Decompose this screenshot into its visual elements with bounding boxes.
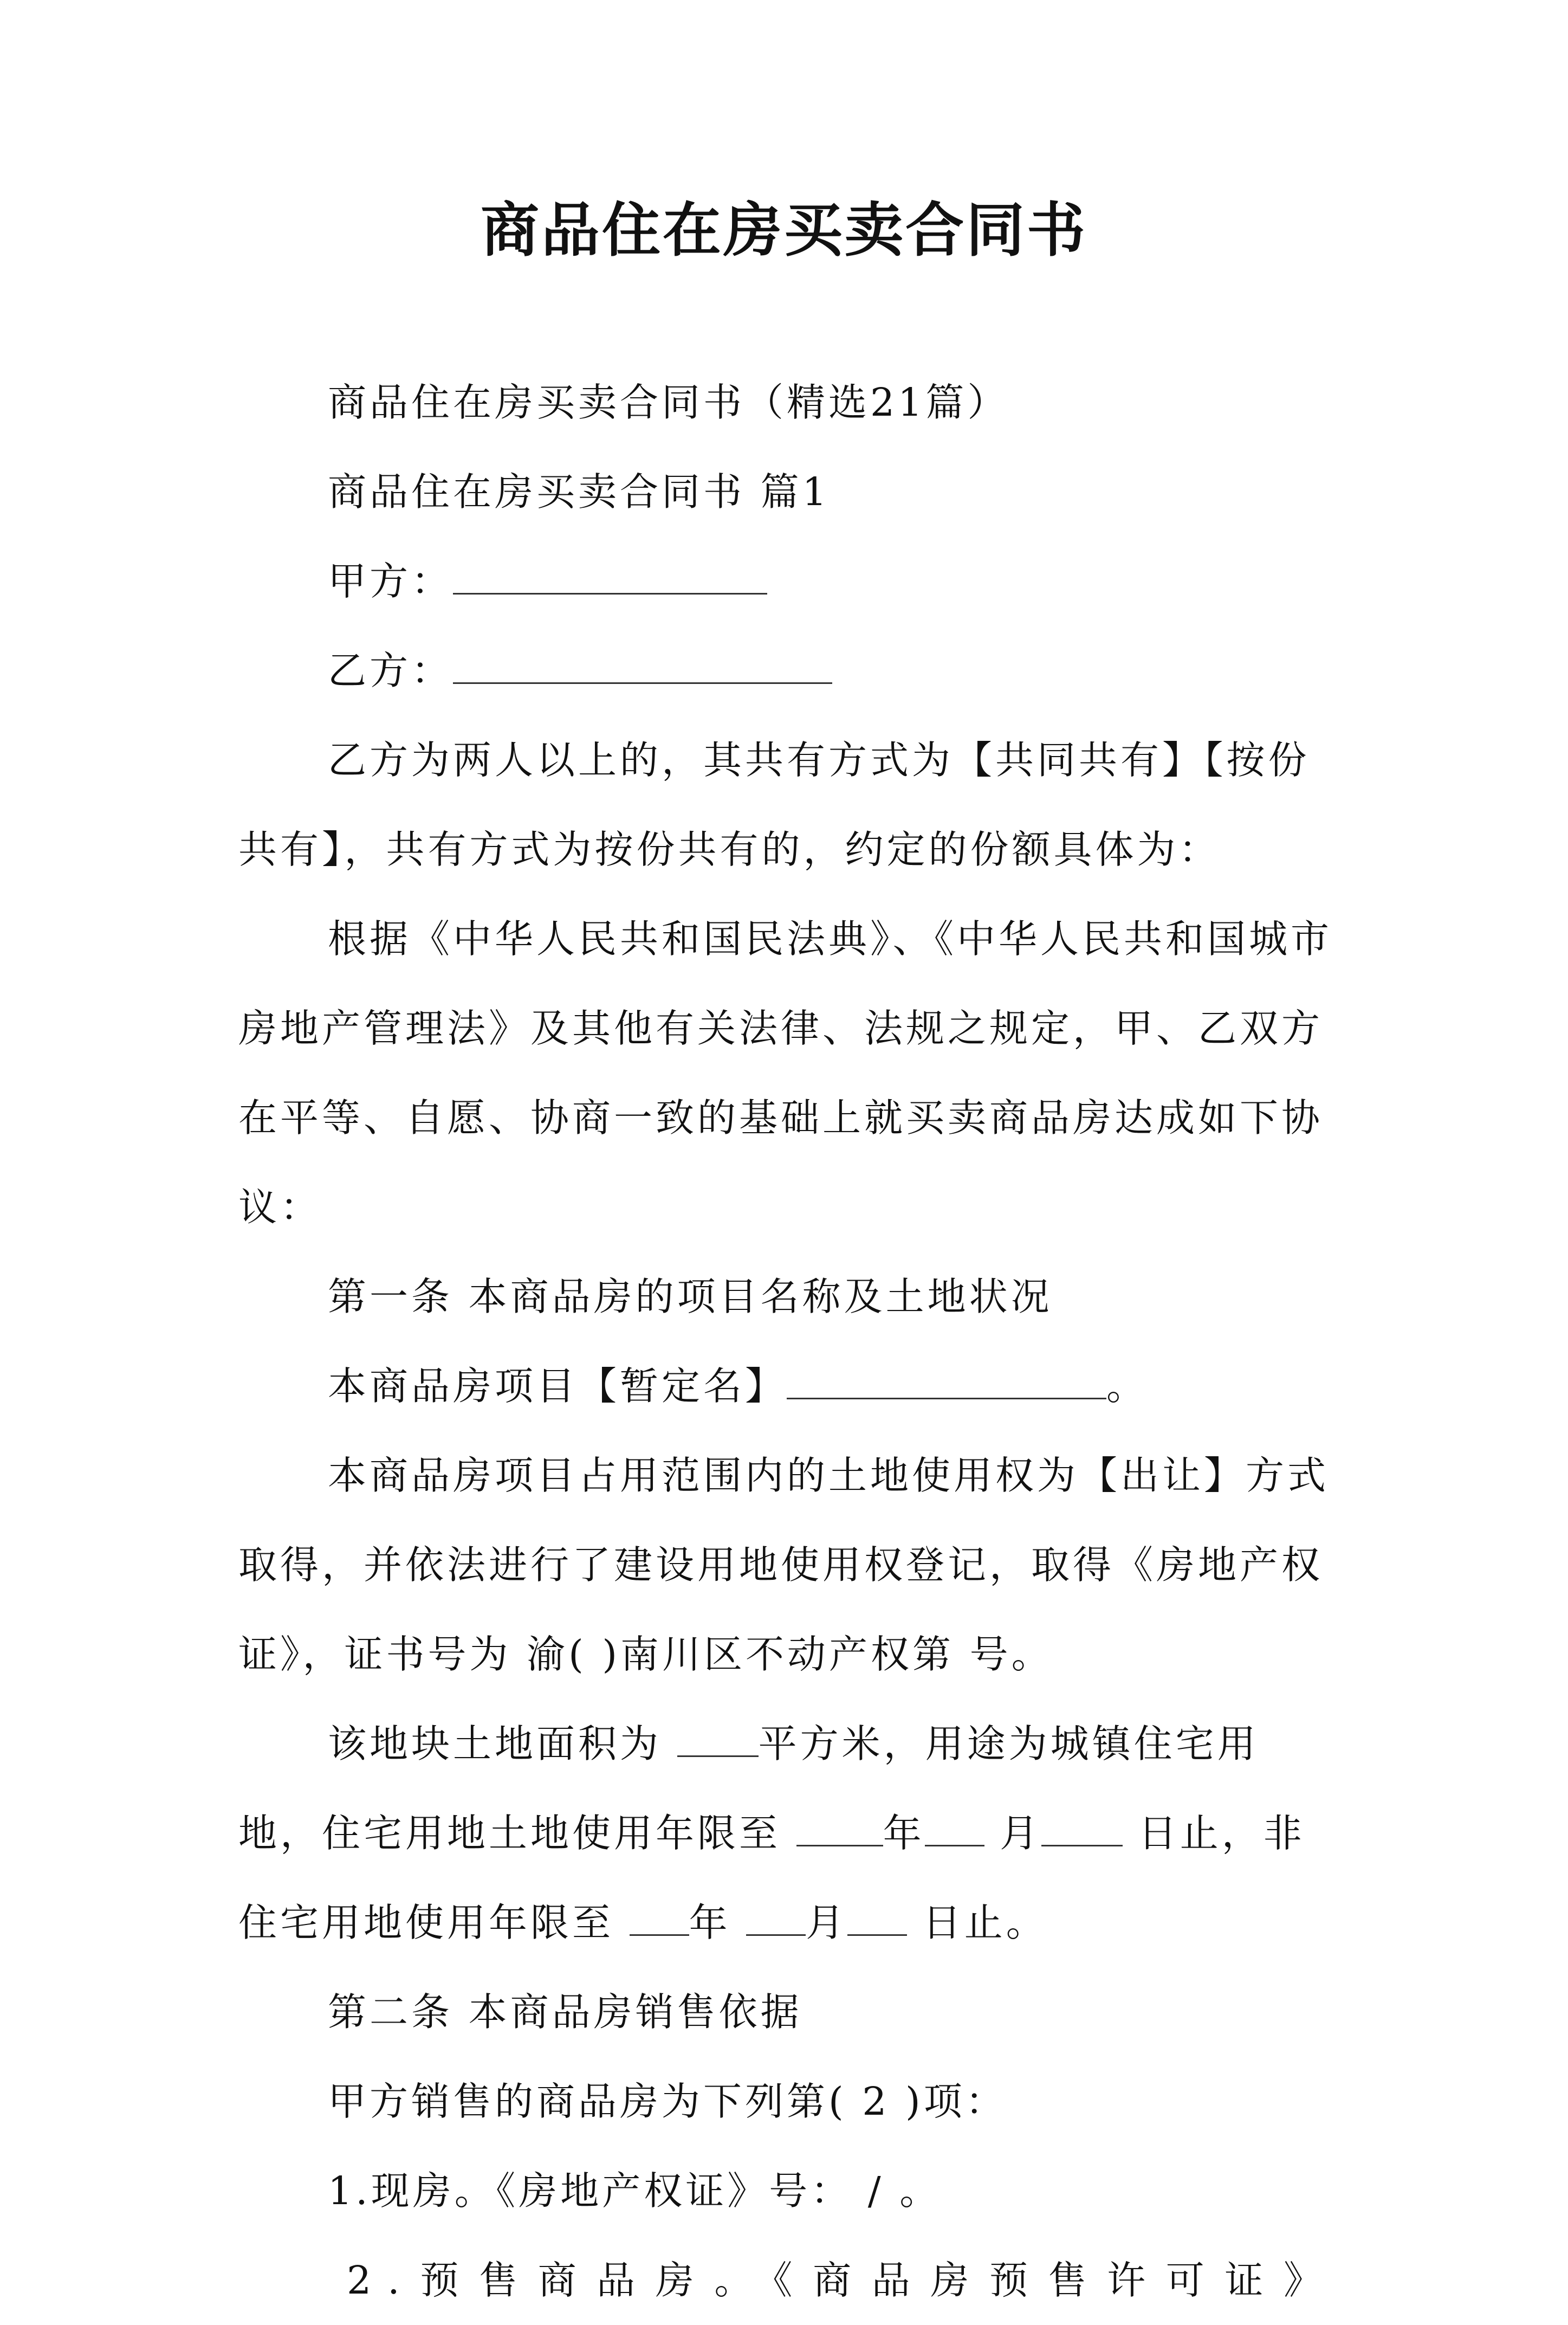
party-b-line (238, 626, 1338, 715)
paragraph-6 (238, 894, 1338, 1252)
paragraph-text: 日止。 (907, 1900, 1048, 1945)
party-a-line (238, 537, 1338, 626)
land-area-blank (677, 1723, 759, 1757)
residential-year-blank (796, 1812, 883, 1846)
nonresidential-day-blank (847, 1902, 907, 1936)
paragraph-text: 第一条 本商品房的项目名称及土地状况 (328, 1274, 1053, 1319)
paragraph-text: 1.现房。《房地产权证》号： / 。 (328, 2168, 942, 2213)
paragraph-9 (238, 1431, 1338, 1699)
paragraph-text: 商品住在房买卖合同书（精选21篇） (328, 380, 1009, 425)
paragraph-text: 2.预售商品房。《商品房预售许可证》 (347, 2258, 1338, 2303)
residential-day-blank (1041, 1812, 1123, 1846)
article-2-heading (238, 1967, 1338, 2057)
paragraph-text: 该地块土地面积为 (328, 1721, 677, 1766)
paragraph-text: 商品住在房买卖合同书 篇1 (328, 469, 830, 514)
paragraph-text: 乙方为两人以上的，其共有方式为【共同共有】【按份共有】，共有方式为按份共有的，约定的份额具体为： (238, 738, 1310, 872)
paragraph-text: 甲方销售的商品房为下列第( 2 )项： (328, 2079, 1007, 2124)
paragraph-text: 年 (883, 1811, 925, 1856)
nonresidential-year-blank (630, 1902, 689, 1936)
paragraph-2 (238, 447, 1338, 537)
document-title: 商品住在房买卖合同书 (480, 196, 1087, 264)
project-name-line (238, 1341, 1338, 1431)
paragraph-text: 本商品房项目【暂定名】 (328, 1364, 787, 1409)
project-name-blank (787, 1365, 1106, 1399)
document-body (238, 358, 1338, 2325)
land-area-paragraph (238, 1699, 1338, 1967)
party-b-blank (453, 650, 832, 684)
article-1-heading (238, 1252, 1338, 1341)
paragraph-14 (238, 2236, 1338, 2325)
residential-month-blank (925, 1812, 984, 1846)
paragraph-text: 。 (1106, 1364, 1149, 1409)
paragraph-text: 月 (806, 1900, 848, 1945)
paragraph-12 (238, 2057, 1338, 2146)
paragraph-13 (238, 2146, 1338, 2236)
paragraph-text: 平方米，用途为城镇住宅用地，住宅用地土地使用年限至 (238, 1721, 1259, 1856)
paragraph-text: 日止，非住宅用地使用年限至 (238, 1811, 1305, 1945)
paragraph-5 (238, 715, 1338, 894)
paragraph-text: 年 (689, 1900, 747, 1945)
paragraph-text: 根据《中华人民共和国民法典》、《中华人民共和国城市房地产管理法》及其他有关法律、法规之规定，甲、乙双方在平等、自愿、协商一致的基础上就买卖商品房达成如下协议： (238, 916, 1333, 1230)
party-a-blank (453, 560, 767, 595)
paragraph-text: 月 (984, 1811, 1042, 1856)
paragraph-1 (238, 358, 1338, 447)
paragraph-text: 本商品房项目占用范围内的土地使用权为【出让】方式取得，并依法进行了建设用地使用权登记，取得《房地产权证》，证书号为 渝( )南川区不动产权第 号。 (238, 1453, 1330, 1677)
nonresidential-month-blank (746, 1902, 806, 1936)
party-a-label: 甲方： (328, 559, 453, 604)
party-b-label: 乙方： (328, 648, 453, 693)
paragraph-text: 第二条 本商品房销售依据 (328, 1990, 802, 2035)
